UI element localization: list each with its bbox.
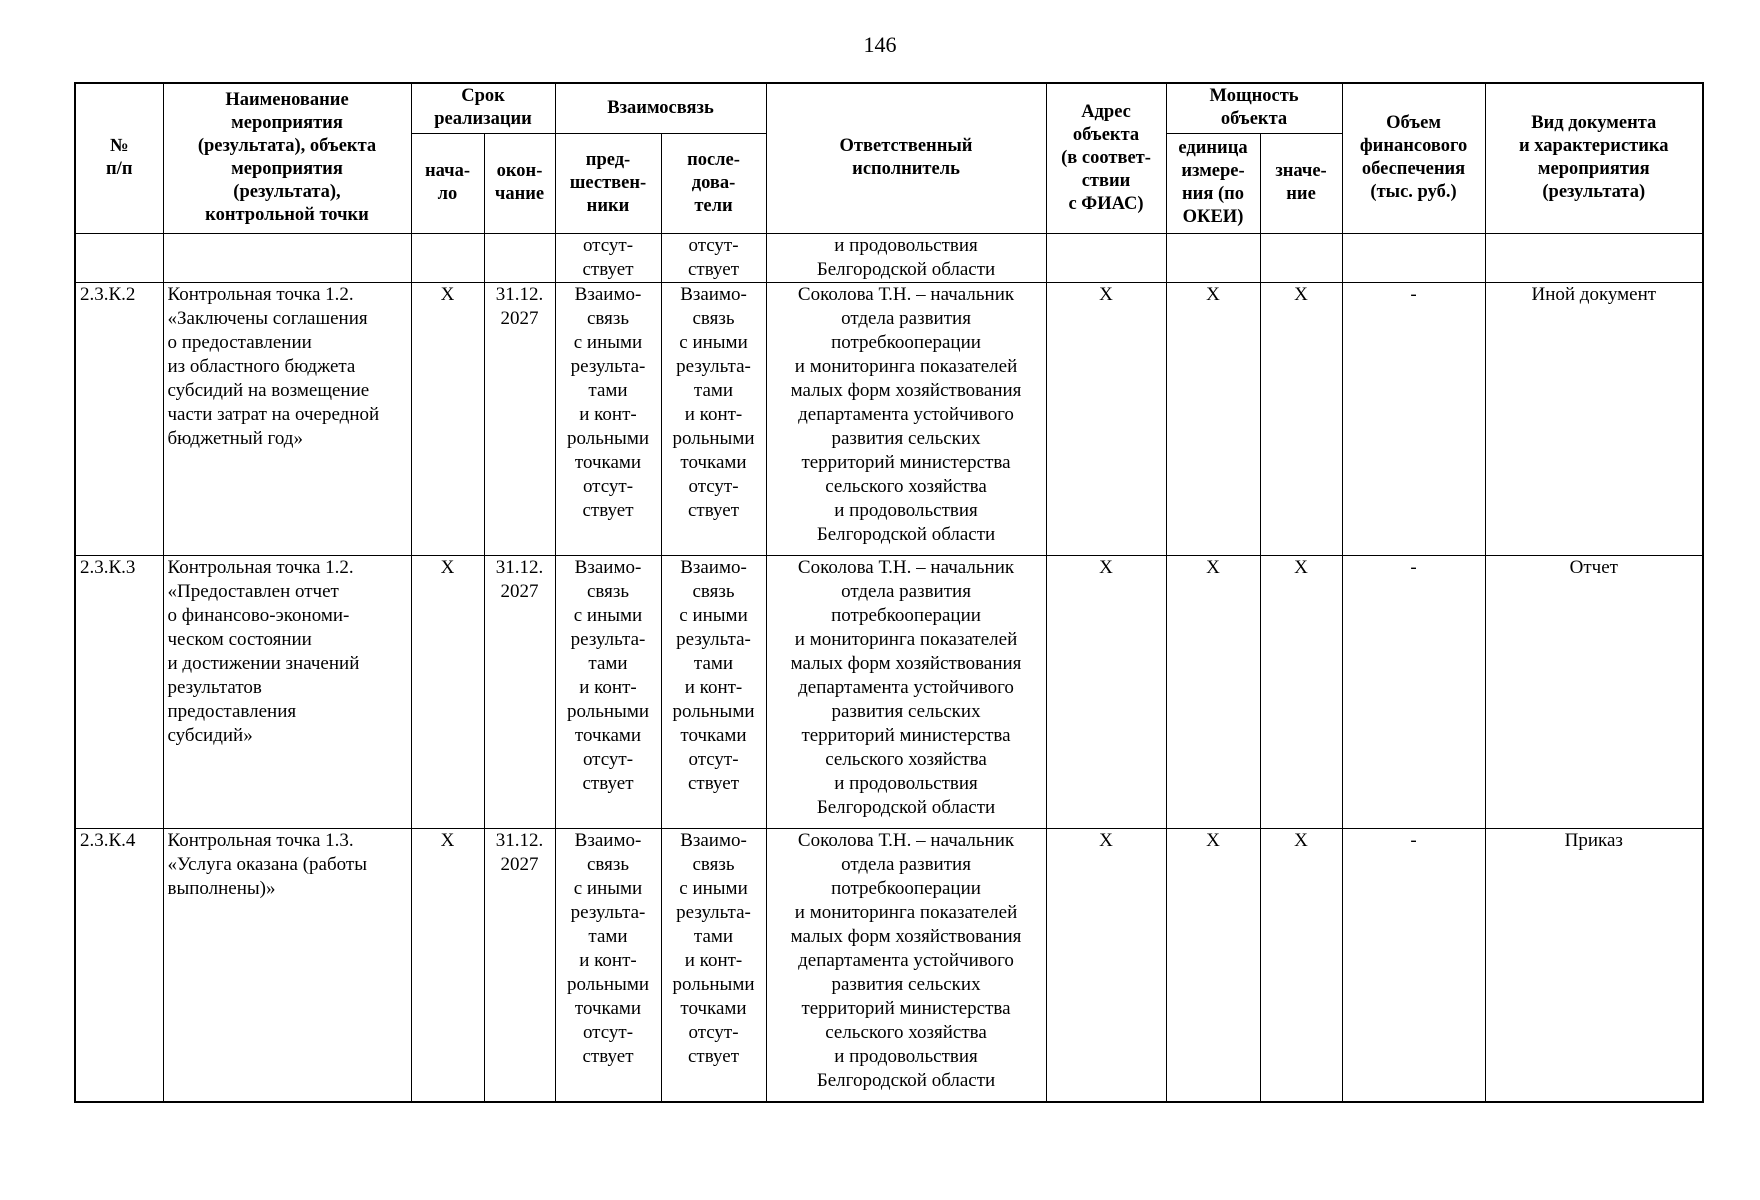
header-doc: Вид документа и характеристика мероприятия (результата): [1485, 83, 1703, 233]
cell-finance: -: [1342, 828, 1485, 1102]
cell-unit: X: [1166, 282, 1260, 555]
table-row: [75, 282, 1703, 555]
cell-name: Контрольная точка 1.3. «Услуга оказана (работы выполнены)»: [163, 828, 411, 1102]
cell-address: X: [1046, 555, 1166, 828]
header-name: Наименование мероприятия (результата), объекта мероприятия (результата), контрольной точки: [163, 83, 411, 233]
cell-pred: отсут- ствует: [555, 233, 661, 282]
header-cap-value: значе- ние: [1260, 133, 1342, 233]
cell-start: X: [411, 828, 484, 1102]
header-term-start: нача- ло: [411, 133, 484, 233]
cell-address: X: [1046, 828, 1166, 1102]
cell-responsible: Соколова Т.Н. – начальник отдела развития потребкооперации и мониторинга показателей малых форм хозяйствования департамента устойчивого развития сельских территорий министерства сельского хозяйства и продовольствия Белгородской области: [766, 282, 1046, 555]
cell-doc: Иной документ: [1485, 282, 1703, 555]
cell-end: 31.12. 2027: [484, 282, 555, 555]
header-responsible: Ответственный исполнитель: [766, 83, 1046, 233]
cell-name: Контрольная точка 1.2. «Заключены соглашения о предоставлении из областного бюджета субсидий на возмещение части затрат на очередной бюджетный год»: [163, 282, 411, 555]
cell-next: Взаимо- связь с иными результа- тами и конт- рольными точками отсут- ствует: [661, 828, 766, 1102]
table-row: [75, 828, 1703, 1102]
cell-unit: X: [1166, 828, 1260, 1102]
page-number: 146: [863, 32, 897, 57]
header-cap-unit: единица измере- ния (по ОКЕИ): [1166, 133, 1260, 233]
cell-doc: Отчет: [1485, 555, 1703, 828]
cell-value: X: [1260, 555, 1342, 828]
cell-value: X: [1260, 282, 1342, 555]
cell-unit: X: [1166, 555, 1260, 828]
plan-table: [74, 82, 1704, 1103]
cell-pred: Взаимо- связь с иными результа- тами и конт- рольными точками отсут- ствует: [555, 828, 661, 1102]
cell-num: 2.3.К.3: [75, 555, 163, 828]
cell-name: Контрольная точка 1.2. «Предоставлен отчет о финансово-экономи- ческом состоянии и достижении значений результатов предоставления субсидий»: [163, 555, 411, 828]
header-link-next: после- дова- тели: [661, 133, 766, 233]
cell-finance: -: [1342, 282, 1485, 555]
cell-doc: Приказ: [1485, 828, 1703, 1102]
cell-end: 31.12. 2027: [484, 828, 555, 1102]
cell-finance: -: [1342, 555, 1485, 828]
header-address: Адрес объекта (в соответ- ствии с ФИАС): [1046, 83, 1166, 233]
cell-next: Взаимо- связь с иными результа- тами и конт- рольными точками отсут- ствует: [661, 555, 766, 828]
header-link-pred: пред- шествен- ники: [555, 133, 661, 233]
cell-num: 2.3.К.2: [75, 282, 163, 555]
cell-address: X: [1046, 282, 1166, 555]
table-row-continuation: [75, 233, 1703, 282]
header-num: № п/п: [75, 83, 163, 233]
cell-num: 2.3.К.4: [75, 828, 163, 1102]
cell-value: X: [1260, 828, 1342, 1102]
header-capacity: Мощность объекта: [1166, 83, 1342, 133]
cell-end: 31.12. 2027: [484, 555, 555, 828]
cell-next: отсут- ствует: [661, 233, 766, 282]
header-term: Срок реализации: [411, 83, 555, 133]
cell-next: Взаимо- связь с иными результа- тами и конт- рольными точками отсут- ствует: [661, 282, 766, 555]
cell-responsible: и продовольствия Белгородской области: [766, 233, 1046, 282]
cell-responsible: Соколова Т.Н. – начальник отдела развития потребкооперации и мониторинга показателей малых форм хозяйствования департамента устойчивого развития сельских территорий министерства сельского хозяйства и продовольствия Белгородской области: [766, 828, 1046, 1102]
cell-pred: Взаимо- связь с иными результа- тами и конт- рольными точками отсут- ствует: [555, 282, 661, 555]
header-link: Взаимосвязь: [555, 83, 766, 133]
table-row: [75, 555, 1703, 828]
header-term-end: окон- чание: [484, 133, 555, 233]
cell-pred: Взаимо- связь с иными результа- тами и конт- рольными точками отсут- ствует: [555, 555, 661, 828]
cell-start: X: [411, 282, 484, 555]
cell-responsible: Соколова Т.Н. – начальник отдела развития потребкооперации и мониторинга показателей малых форм хозяйствования департамента устойчивого развития сельских территорий министерства сельского хозяйства и продовольствия Белгородской области: [766, 555, 1046, 828]
cell-start: X: [411, 555, 484, 828]
header-finance: Объем финансового обеспечения (тыс. руб.): [1342, 83, 1485, 233]
